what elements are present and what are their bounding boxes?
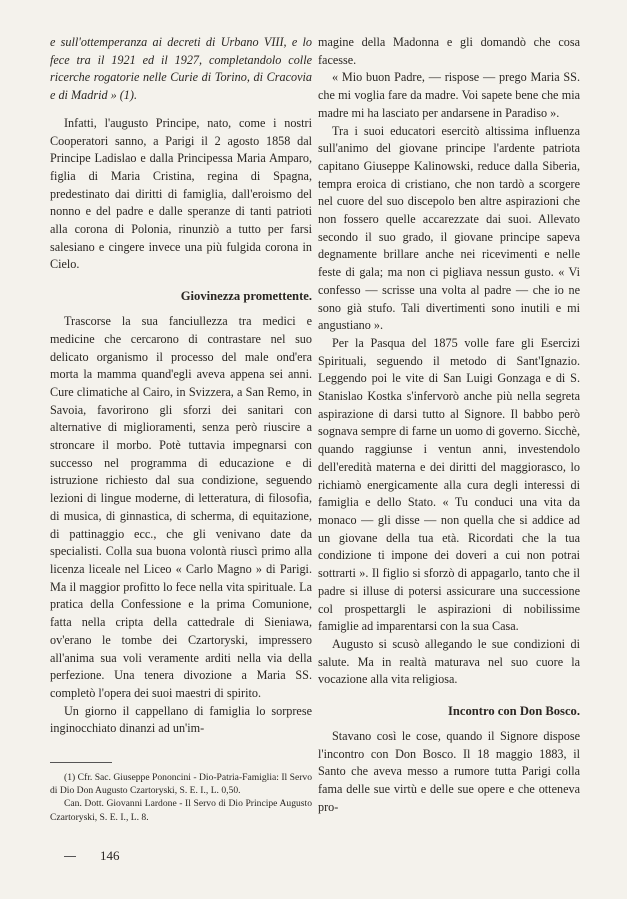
footnote: (1) Cfr. Sac. Giuseppe Pononcini - Dio-Patria-Famiglia: Il Servo di Dio Don Augusto Czartoryski, S. E. I., L. 0,50. bbox=[50, 772, 312, 797]
paragraph: magine della Madonna e gli domandò che cosa facesse. bbox=[318, 35, 580, 67]
left-column bbox=[50, 34, 312, 824]
paragraph: Infatti, l'augusto Principe, nato, come i nostri Cooperatori sanno, a Parigi il 2 agosto 1858 dal Principe Ladislao e dalla Principessa Maria Amparo, figlia di Maria Cristina, regina di Spagna, predestinato dai diritti di famiglia, dall'eroismo del nonno e del padre e dalle speranze di tanti patrioti alla corona di Polonia, rinunziò a tutto per farsi salesiano e cingere invece una più fulgida corona in Cielo. bbox=[50, 115, 312, 272]
footnote-rule bbox=[50, 762, 112, 763]
paragraph: Trascorse la sua fanciullezza tra medici e medicine che cercarono di contrastare nel suo delicato organismo il processo del male ond'era morta la mamma quand'egli aveva appena sei anni. Cure climatiche al Cairo, in Svizzera, a San Remo, in Savoia, favorirono gli sforzi dei sanitari con alternative di miglioramenti, senza però riuscire a stroncare il morbo. Potè tuttavia impegnarsi con successo nel programma di educazione e di istruzione richiesto dal sua condizione, seguendo lezioni di lingue moderne, di letteratura, di filosofia, di musica, di ginnastica, di scherma, di equitazione, di pattinaggio ecc., che gli venivano date da specialisti. Colla sua buona volontà riuscì primo alla licenza liceale nel Liceo « Carlo Magno » di Parigi. Ma il maggior profitto lo fece nella vita spirituale. La pratica della Confessione e la prima Comunione, fatta nella cripta della cattedrale di Sieniawa, ov'erano le tombe dei Czartoryski, impressero all'anima sua voli veramente arditi nella via della perfezione. Una tenera divozione a Maria SS. completò l'opera dei suoi maestri di spirito. bbox=[50, 314, 312, 700]
folio-dash bbox=[64, 856, 76, 857]
quote-continuation: e sull'ottemperanza ai decreti di Urbano VIII, e lo fece tra il 1921 ed il 1927, completandolo colle ricerche rogatorie nelle Curie di Torino, di Cracovia e di Madrid » (1). bbox=[50, 35, 312, 103]
paragraph: Per la Pasqua del 1875 volle fare gli Esercizi Spirituali, seguendo il metodo di Sant'Ignazio. Leggendo poi le vite di San Luigi Gonzaga e di S. Stanislao Kostka s'infervorò anche più nella segreta aspirazione di darsi tutto al Signore. Il babbo però sognava sempre di farne un uomo di governo. Sicchè, quando raggiunse i ventun anni, investendolo dell'eredità materna e dei diritti del maggiorasco, lo richiamò energicamente alla cura degli interessi di famiglia e dello Stato. « Tu conduci una vita da monaco — gli disse — non quella che si addice ad un giovane della tua età. Ricordati che la tua condizione ti impone dei doveri a cui non potrai sottrarti ». Il figlio si sforzò di appagarlo, tanto che il padre si illuse di potersi assicurare una successione col prospettargli le aspirazioni di nobilissime famiglie ad imparentarsi con la sua Casa. bbox=[318, 335, 580, 634]
section-heading-giovinezza: Giovinezza promettente. bbox=[180, 289, 312, 304]
page-number: 146 bbox=[100, 848, 120, 863]
right-column bbox=[318, 34, 580, 817]
paragraph: Tra i suoi educatori esercitò altissima influenza sull'animo del giovane principe l'ardente patriota capitano Giuseppe Kalinowski, reduce dalla Siberia, tempra eroica di cristiano, che non tardò a scorgere nel cuore del suo discepolo ben altre aspirazioni che non fossero quelle accarezzate dai suoi. Allevato secondo il suo grado, il giovane principe sapeva degnamente brillare anche nei ricevimenti e nelle feste di gala; ma non ci pigliava nessun gusto. « Vi confesso — scrisse una volta al padre — che io ne sono già stufo. Tali divertimenti sono inutili e mi angustiano ». bbox=[318, 123, 580, 333]
section-heading-don-bosco: Incontro con Don Bosco. bbox=[447, 704, 580, 719]
paragraph: Augusto si scusò allegando le sue condizioni di salute. Ma in realtà maturava nel suo cuore la vocazione alla vita religiosa. bbox=[318, 636, 580, 687]
paragraph: Un giorno il cappellano di famiglia lo sorprese inginocchiato dinanzi ad un'im- bbox=[50, 703, 312, 736]
footnote: Can. Dott. Giovanni Lardone - Il Servo di Dio Principe Augusto Czartoryski, S. E. I., L. 8. bbox=[50, 798, 312, 823]
paragraph: « Mio buon Padre, — rispose — prego Maria SS. che mi voglia fare da madre. Voi sapete bene che mia madre mi ha lasciato per andarsene in Paradiso ». bbox=[318, 70, 580, 120]
paragraph: Stavano così le cose, quando il Signore dispose l'incontro con Don Bosco. Il 18 maggio 1883, il Santo che aveva messo a rumore tutta Parigi colla fama delle sue virtù e delle sue opere e che otteneva pro- bbox=[318, 729, 580, 814]
